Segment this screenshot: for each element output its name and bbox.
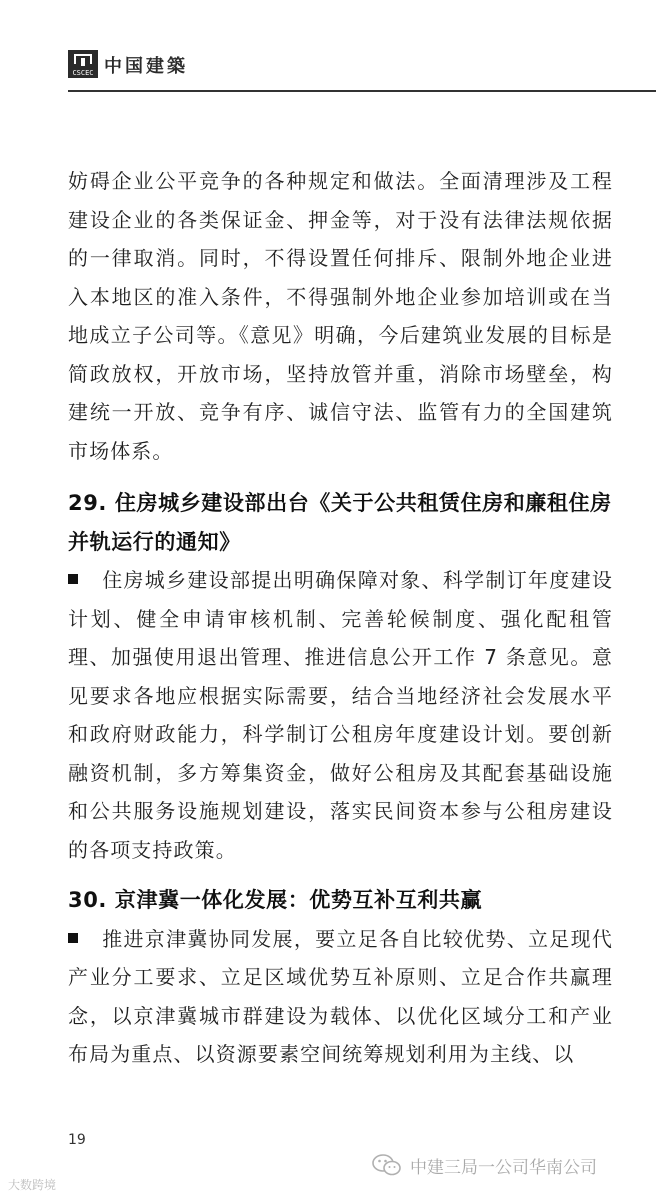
watermark-right	[372, 1150, 597, 1180]
bullet-square-icon	[68, 574, 78, 584]
building-logo-icon	[74, 54, 92, 64]
brand-name: 中国建築	[104, 56, 188, 77]
section-heading-30: 30. 京津冀一体化发展：优势互补互利共赢	[68, 888, 483, 912]
paragraph-intro: 妨碍企业公平竞争的各种规定和做法。全面清理涉及工程建设企业的各类保证金、押金等，对于没有法律法规依据的一律取消。同时，不得设置任何排斥、限制外地企业进入本地区的准入条件，不得强制外地企业参加培训或在当地成立子公司等。《意见》明确，今后建筑业发展的目标是简政放权，开放市场，坚持放管并重，消除市场壁垒，构建统一开放、竞争有序、诚信守法、监管有力的全国建筑市场体系。	[68, 169, 613, 463]
document-body	[68, 162, 613, 1074]
paragraph-29	[68, 561, 613, 869]
watermark-left: 大数跨境	[8, 1178, 57, 1192]
paragraph-30	[68, 920, 613, 1074]
bullet-square-icon	[68, 933, 78, 943]
section-heading-29: 29. 住房城乡建设部出台《关于公共租赁住房和廉租住房并轨运行的通知》	[68, 491, 612, 554]
cscec-logo	[68, 50, 98, 78]
logo-text: CSCEC	[72, 69, 94, 77]
header-divider	[68, 90, 656, 92]
paragraph-30-text: 推进京津冀协同发展，要立足各自比较优势、立足现代产业分工要求、立足区域优势互补原则、立足合作共赢理念，以京津冀城市群建设为载体、以优化区域分工和产业布局为重点、以资源要素空间统筹规划利用为主线、以	[68, 926, 613, 1066]
page-number: 19	[68, 1132, 86, 1148]
wechat-icon	[372, 1153, 402, 1177]
page-header	[0, 0, 656, 92]
watermark-account-name: 中建三局一公司华南公司	[410, 1157, 597, 1178]
paragraph-29-text: 住房城乡建设部提出明确保障对象、科学制订年度建设计划、健全申请审核机制、完善轮候制度、强化配租管理、加强使用退出管理、推进信息公开工作 7 条意见。意见要求各地应根据实际需要，结合当地经济社会发展水平和政府财政能力，科学制订公租房年度建设计划。要创新融资机制，多方筹集资金，做好公租房及其配套基础设施和公共服务设施规划建设，落实民间资本参与公租房建设的各项支持政策。	[68, 568, 613, 862]
